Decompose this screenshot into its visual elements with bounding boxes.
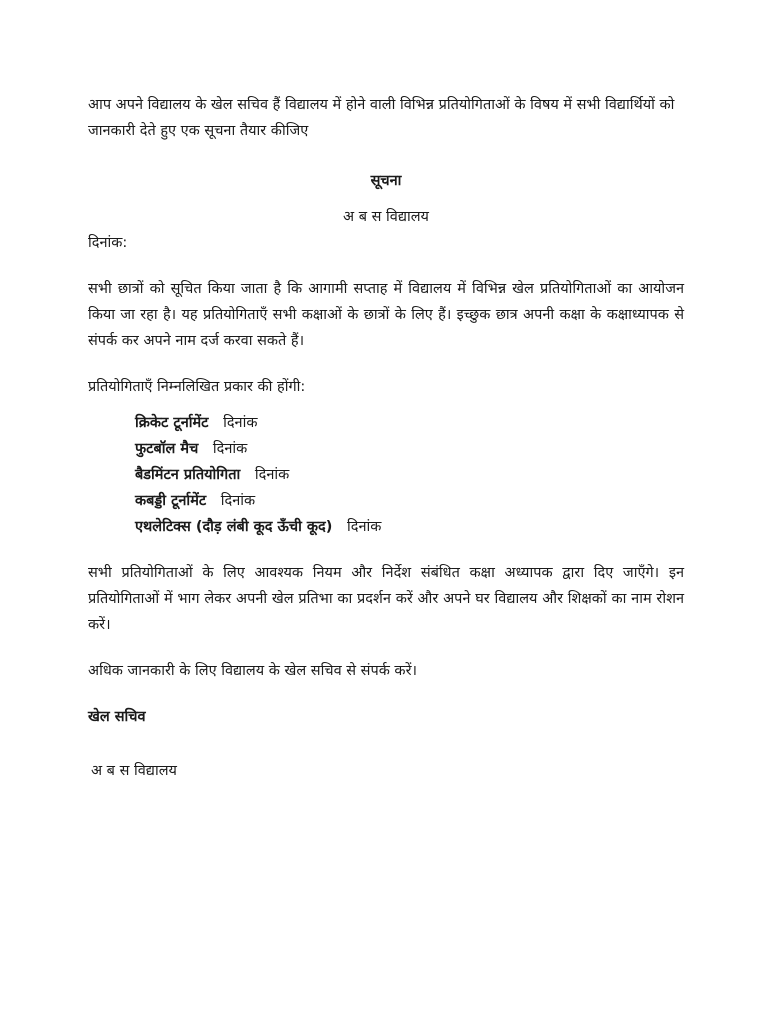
- competition-date: दिनांक: [254, 467, 290, 483]
- list-item: [135, 488, 684, 514]
- document-page: [88, 92, 684, 784]
- competition-date: दिनांक: [212, 441, 248, 457]
- competition-name: एथलेटिक्स (दौड़ लंबी कूद ऊँची कूद): [135, 519, 333, 535]
- competition-name: बैडमिंटन प्रतियोगिता: [135, 467, 241, 483]
- intro-paragraph: सभी छात्रों को सूचित किया जाता है कि आगामी सप्ताह में विद्यालय में विभिन्न खेल प्रतियोगिताओं का आयोजन किया जा रहा है। यह प्रतियोगिताएँ सभी कक्षाओं के छात्रों के लिए हैं। इच्छुक छात्र अपनी कक्षा के कक्षाध्यापक से संपर्क कर अपने नाम दर्ज करवा सकते हैं।: [88, 281, 684, 349]
- list-item: [135, 436, 684, 462]
- signatory-school: अ ब स विद्यालय: [91, 763, 177, 779]
- school-name: अ ब स विद्यालय: [343, 209, 429, 225]
- list-item: [135, 462, 684, 488]
- competition-name: क्रिकेट टूर्नामेंट: [135, 415, 209, 431]
- rules-paragraph: सभी प्रतियोगिताओं के लिए आवश्यक नियम और निर्देश संबंधित कक्षा अध्यापक द्वारा दिए जाएँगे। इन प्रतियोगिताओं में भाग लेकर अपनी खेल प्रतिभा का प्रदर्शन करें और अपने घर विद्यालय और शिक्षकों का नाम रोशन करें।: [88, 565, 684, 633]
- contact-paragraph: अधिक जानकारी के लिए विद्यालय के खेल सचिव से संपर्क करें।: [88, 663, 417, 679]
- competition-name: फुटबॉल मैच: [135, 441, 199, 457]
- competition-date: दिनांक: [220, 493, 256, 509]
- list-item: [135, 410, 684, 436]
- question-text: आप अपने विद्यालय के खेल सचिव हैं विद्यालय में होने वाली विभिन्न प्रतियोगिताओं के विषय में सभी विद्यार्थियों को जानकारी देते हुए एक सूचना तैयार कीजिए: [88, 97, 675, 139]
- notice-heading: सूचना: [370, 173, 402, 189]
- signatory-title: खेल सचिव: [88, 709, 146, 725]
- competition-date: दिनांक: [223, 415, 258, 431]
- competition-list: [135, 410, 684, 540]
- list-intro: प्रतियोगिताएँ निम्नलिखित प्रकार की होंगी:: [88, 379, 306, 395]
- competition-date: दिनांक: [347, 519, 382, 535]
- list-item: [135, 514, 684, 540]
- date-label: दिनांक:: [88, 235, 128, 251]
- competition-name: कबड्डी टूर्नामेंट: [135, 493, 207, 509]
